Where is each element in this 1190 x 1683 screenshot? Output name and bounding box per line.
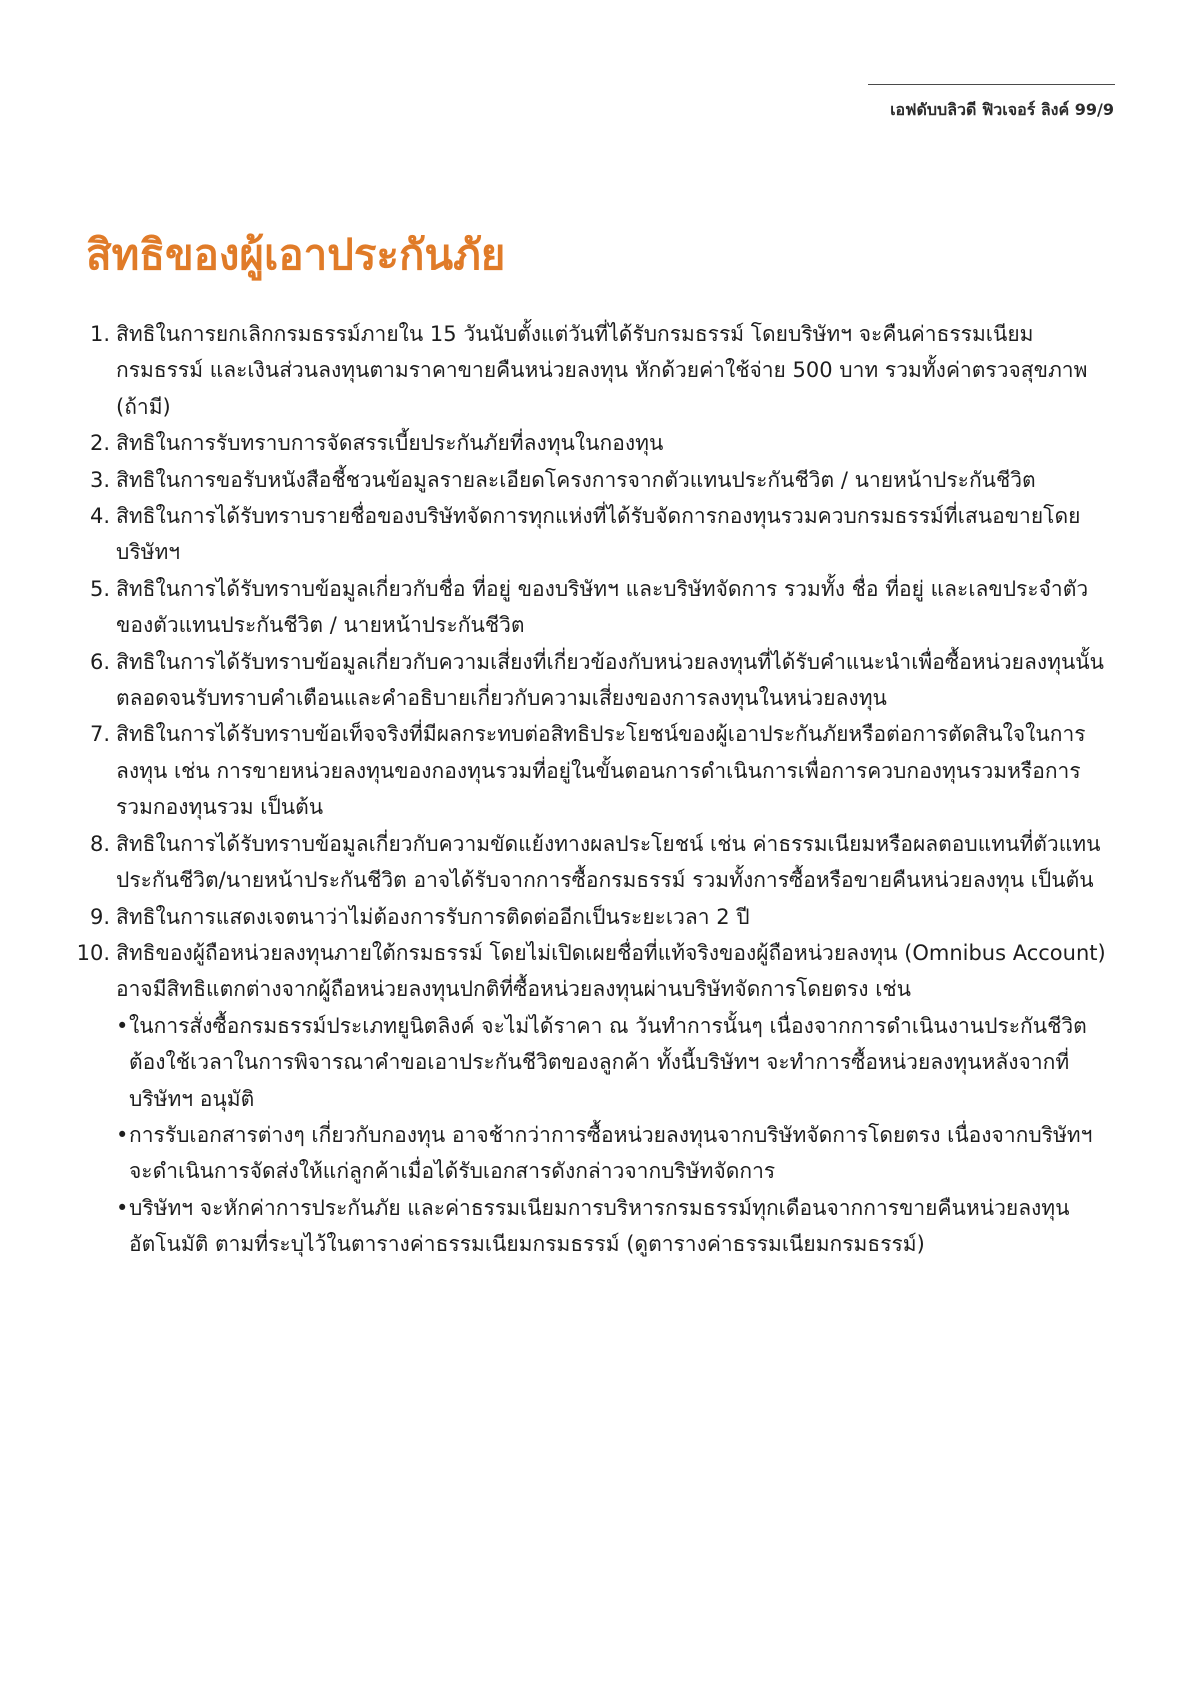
item-number: 1. <box>89 322 110 346</box>
item-number: 8. <box>89 831 110 856</box>
sub-item-text: บริษัทฯ จะหักค่าการประกันภัย และค่าธรรมเนียมการบริหารกรมธรรม์ทุกเดือนจากการขายคืนหน่วยลงทุนอัตโนมัติ ตามที่ระบุไว้ในตารางค่าธรรมเนียมกรมธรรม์ (ดูตารางค่าธรรมเนียมกรมธรรม์) <box>129 1195 1070 1257</box>
list-item <box>76 498 1116 571</box>
item-text: สิทธิในการได้รับทราบข้อเท็จจริงที่มีผลกระทบต่อสิทธิประโยชน์ของผู้เอาประกันภัยหรือต่อการตัดสินใจในการลงทุน เช่น การขายหน่วยลงทุนของกองทุนรวมที่อยู่ในขั้นตอนการดำเนินการเพื่อการควบกองทุนรวมหรือการรวมกองทุนรวม เป็นต้น <box>116 722 1086 820</box>
item-number: 6. <box>89 649 110 674</box>
header-rule <box>868 84 1115 85</box>
item-text: สิทธิในการขอรับหนังสือชี้ชวนข้อมูลรายละเอียดโครงการจากตัวแทนประกันชีวิต / นายหน้าประกันชีวิต <box>116 467 1036 492</box>
item-text: สิทธิในการรับทราบการจัดสรรเบี้ยประกันภัยที่ลงทุนในกองทุน <box>116 431 664 456</box>
sub-list <box>116 1008 1116 1263</box>
sub-item-text: ในการสั่งซื้อกรมธรรม์ประเภทยูนิตลิงค์ จะไม่ได้ราคา ณ วันทำการนั้นๆ เนื่องจากการดำเนินงานประกันชีวิตต้องใช้เวลาในการพิจารณาคำขอเอาประกันชีวิตของลูกค้า ทั้งนี้บริษัทฯ จะทำการซื้อหน่วยลงทุนหลังจากที่บริษัทฯ อนุมัติ <box>129 1013 1087 1111</box>
bullet-icon: • <box>116 1013 129 1038</box>
item-text: สิทธิในการแสดงเจตนาว่าไม่ต้องการรับการติดต่ออีกเป็นระยะเวลา 2 ปี <box>116 904 750 929</box>
item-text: สิทธิในการยกเลิกกรมธรรม์ภายใน 15 วันนับตั้งแต่วันที่ได้รับกรมธรรม์ โดยบริษัทฯ จะคืนค่าธรรมเนียมกรมธรรม์ และเงินส่วนลงทุนตามราคาขายคืนหน่วยลงทุน หักด้วยค่าใช้จ่าย 500 บาท รวมทั้งค่าตรวจสุขภาพ (ถ้ามี) <box>116 322 1088 419</box>
sub-item-text: การรับเอกสารต่างๆ เกี่ยวกับกองทุน อาจช้ากว่าการซื้อหน่วยลงทุนจากบริษัทจัดการโดยตรง เนื่องจากบริษัทฯ จะดำเนินการจัดส่งให้แก่ลูกค้าเมื่อได้รับเอกสารดังกล่าวจากบริษัทจัดการ <box>129 1122 1093 1184</box>
page-title: สิทธิของผู้เอาประกันภัย <box>86 230 506 279</box>
list-item <box>76 425 1116 461</box>
list-item <box>76 462 1116 498</box>
bullet-icon: • <box>116 1195 129 1220</box>
item-number: 5. <box>89 576 110 601</box>
sub-list-item <box>116 1190 1116 1263</box>
item-number: 2. <box>89 431 110 456</box>
list-item <box>76 644 1116 717</box>
item-number: 9. <box>89 904 110 929</box>
list-item <box>76 826 1116 899</box>
list-item <box>76 571 1116 644</box>
running-header: เอฟดับบลิวดี ฟิวเจอร์ ลิงค์ 99/9 <box>890 100 1114 119</box>
bullet-icon: • <box>116 1122 129 1147</box>
item-text: สิทธิในการได้รับทราบข้อมูลเกี่ยวกับความขัดแย้งทางผลประโยชน์ เช่น ค่าธรรมเนียมหรือผลตอบแทนที่ตัวแทนประกันชีวิต/นายหน้าประกันชีวิต อาจได้รับจากการซื้อกรมธรรม์ รวมทั้งการซื้อหรือขายคืนหน่วยลงทุน เป็นต้น <box>116 831 1101 893</box>
item-number: 10. <box>76 940 110 965</box>
item-text: สิทธิของผู้ถือหน่วยลงทุนภายใต้กรมธรรม์ โดยไม่เปิดเผยชื่อที่แท้จริงของผู้ถือหน่วยลงทุน (Omnibus Account) อาจมีสิทธิแตกต่างจากผู้ถือหน่วยลงทุนปกติที่ซื้อหน่วยลงทุนผ่านบริษัทจัดการโดยตรง เช่น <box>116 940 1106 1002</box>
sub-list-item <box>116 1117 1116 1190</box>
item-text: สิทธิในการได้รับทราบข้อมูลเกี่ยวกับชื่อ ที่อยู่ ของบริษัทฯ และบริษัทจัดการ รวมทั้ง ชื่อ ที่อยู่ และเลขประจำตัวของตัวแทนประกันชีวิต / นายหน้าประกันชีวิต <box>116 576 1089 638</box>
item-text: สิทธิในการได้รับทราบรายชื่อของบริษัทจัดการทุกแห่งที่ได้รับจัดการกองทุนรวมควบกรมธรรม์ที่เสนอขายโดยบริษัทฯ <box>116 504 1081 565</box>
rights-list <box>76 316 1116 1263</box>
list-item <box>76 899 1116 935</box>
list-item <box>76 716 1116 825</box>
list-item <box>76 316 1116 425</box>
sub-list-item <box>116 1008 1116 1117</box>
item-number: 7. <box>89 722 110 747</box>
item-number: 4. <box>89 504 110 529</box>
item-number: 3. <box>89 467 110 492</box>
list-item <box>76 935 1116 1263</box>
item-text: สิทธิในการได้รับทราบข้อมูลเกี่ยวกับความเสี่ยงที่เกี่ยวข้องกับหน่วยลงทุนที่ได้รับคำแนะนำเพื่อซื้อหน่วยลงทุนนั้น ตลอดจนรับทราบคำเตือนและคำอธิบายเกี่ยวกับความเสี่ยงของการลงทุนในหน่วยลงทุน <box>116 649 1105 711</box>
